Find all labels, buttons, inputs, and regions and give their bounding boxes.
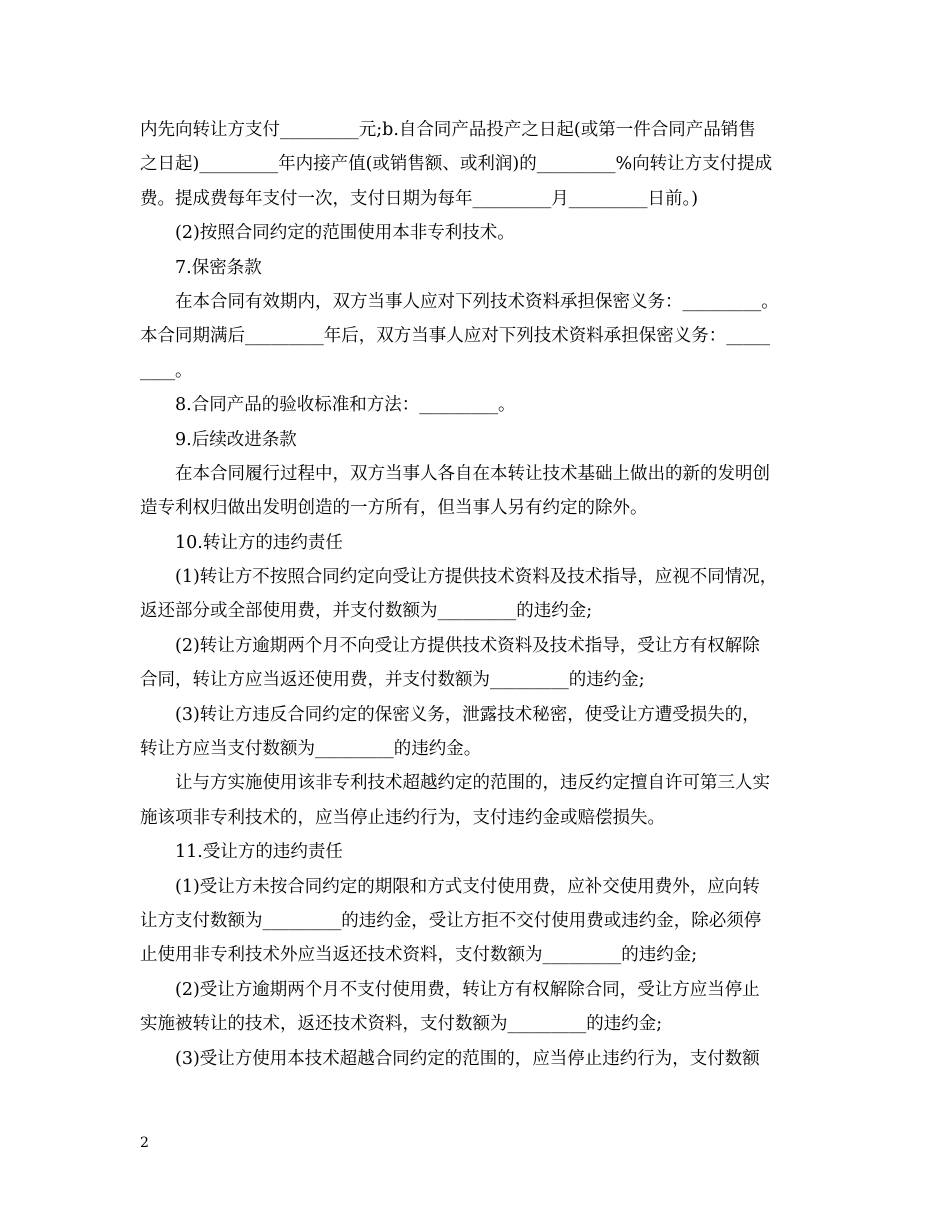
text-line: 让与方实施使用该非专利技术超越约定的范围的，违反约定擅自许可第三人实: [175, 773, 770, 794]
text-line: 返还部分或全部使用费，并支付数额为_________的违约金;: [140, 601, 593, 622]
text-line: 造专利权归做出发明创造的一方所有，但当事人另有约定的除外。: [140, 498, 648, 519]
text-line: 让方支付数额为_________的违约金，受让方拒不交付使用费或违约金，除必须停: [140, 910, 762, 931]
clause-item: (2)按照合同约定的范围使用本非专利技术。: [175, 223, 515, 244]
clause-item: (1)转让方不按照合同约定向受让方提供技术资料及技术指导，应视不同情况，: [175, 567, 778, 588]
text-line: 在本合同履行过程中，双方当事人各自在本转让技术基础上做出的新的发明创: [175, 463, 770, 484]
text-line: ____。: [140, 360, 193, 381]
clause-item: (2)转让方逾期两个月不向受让方提供技术资料及技术指导，受让方有权解除: [175, 635, 760, 656]
text-line: 费。提成费每年支付一次，支付日期为每年_________月_________日前。): [140, 188, 699, 209]
section-heading-confidentiality: 7.保密条款: [175, 257, 262, 278]
text-line: 止使用非专利技术外应当返还技术资料，支付数额为_________的违约金;: [140, 945, 698, 966]
section-heading-transferee-liability: 11.受让方的违约责任: [175, 842, 343, 863]
clause-item: (3)受让方使用本技术超越合同约定的范围的，应当停止违约行为，支付数额: [175, 1048, 760, 1069]
text-line: 转让方应当支付数额为_________的违约金。: [140, 739, 482, 760]
text-line: 内先向转让方支付_________元;b.自合同产品投产之日起(或第一件合同产品销售: [140, 120, 756, 140]
text-line: 合同，转让方应当返还使用费，并支付数额为_________的违约金;: [140, 670, 645, 691]
text-line: 施该项非专利技术的，应当停止违约行为，支付违约金或赔偿损失。: [140, 807, 665, 828]
text-line: 在本合同有效期内，双方当事人应对下列技术资料承担保密义务：_________。: [175, 291, 779, 312]
text-line: 之日起)_________年内接产值(或销售额、或利润)的_________%向转让方支付提成: [140, 154, 773, 175]
contract-body-text: [140, 113, 830, 1076]
text-line: 实施被转让的技术，返还技术资料，支付数额为_________的违约金;: [140, 1014, 663, 1035]
page-number: 2: [140, 1135, 149, 1151]
section-heading-acceptance: 8.合同产品的验收标准和方法：_________。: [175, 395, 516, 416]
clause-item: (2)受让方逾期两个月不支付使用费，转让方有权解除合同，受让方应当停止: [175, 979, 760, 1000]
clause-item: (1)受让方未按合同约定的期限和方式支付使用费，应补交使用费外，应向转: [175, 876, 760, 897]
text-line: 本合同期满后_________年后，双方当事人应对下列技术资料承担保密义务：_____: [140, 326, 770, 347]
section-heading-improvement: 9.后续改进条款: [175, 429, 297, 450]
section-heading-transferor-liability: 10.转让方的违约责任: [175, 532, 343, 553]
clause-item: (3)转让方违反合同约定的保密义务，泄露技术秘密，使受让方遭受损失的，: [175, 704, 760, 725]
